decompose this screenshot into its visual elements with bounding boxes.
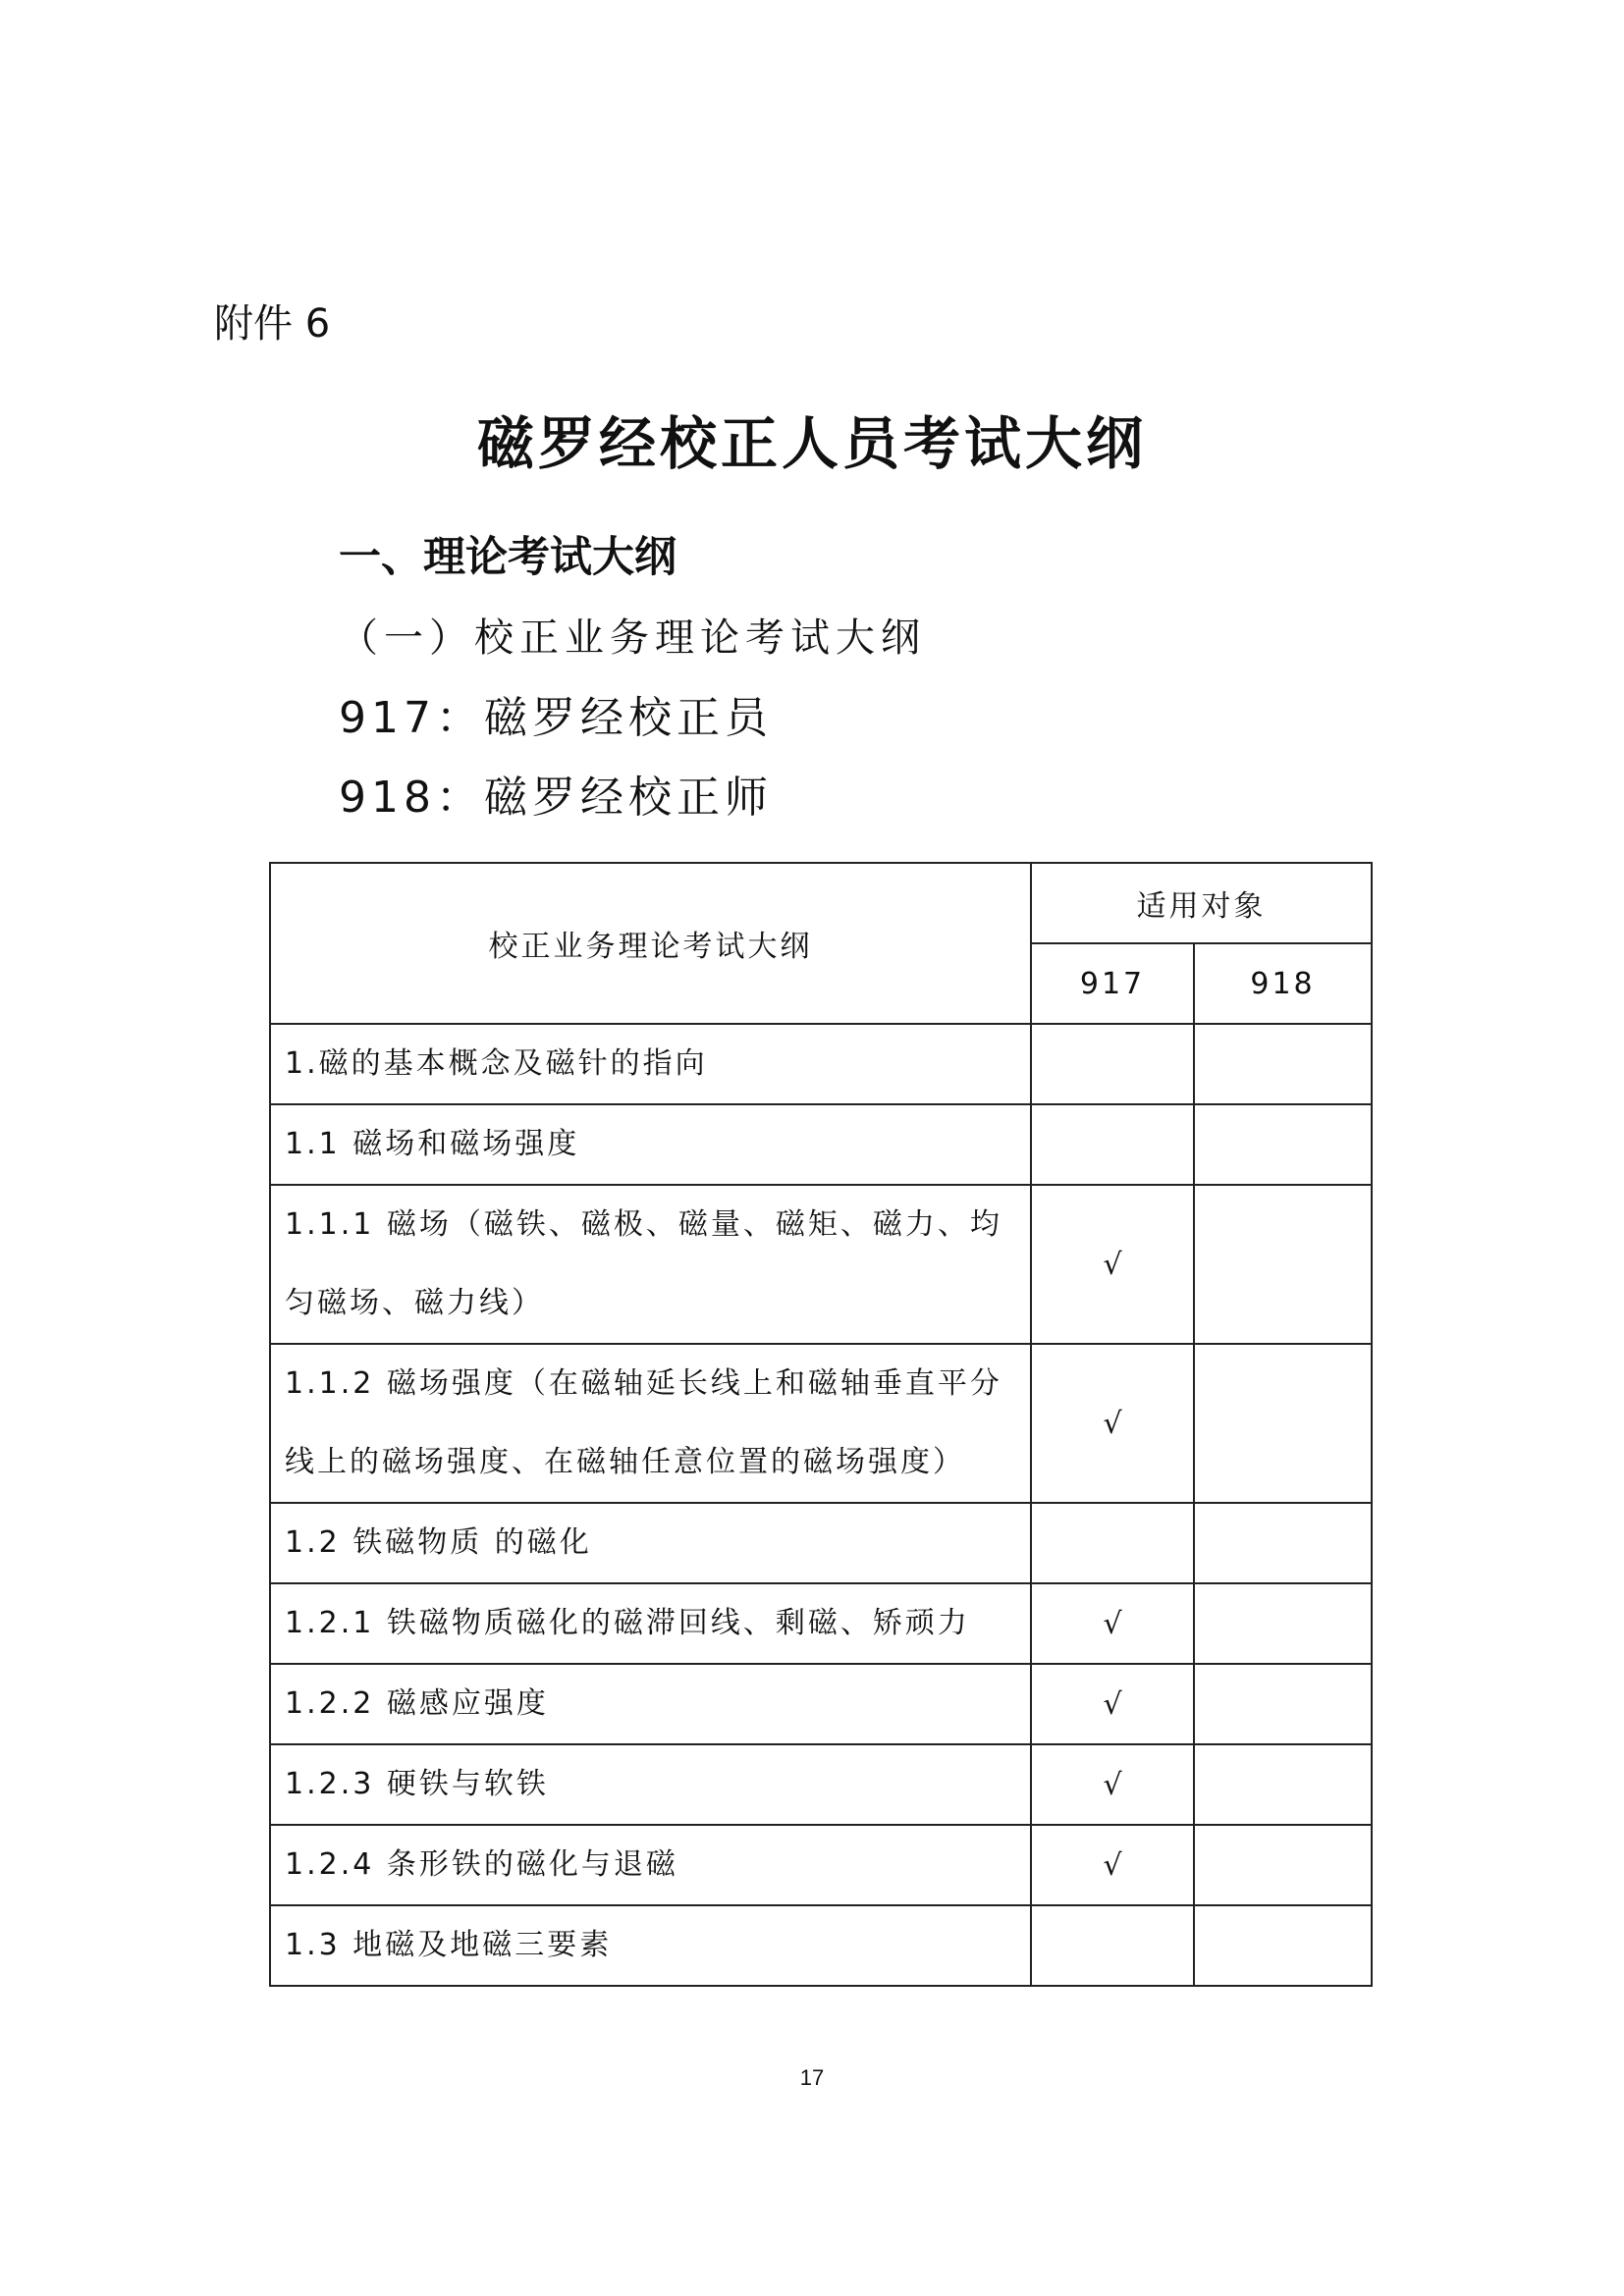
table-row bbox=[270, 1905, 1372, 1986]
table-row bbox=[270, 1024, 1372, 1104]
row-mark-917 bbox=[1031, 1503, 1194, 1583]
row-item-text: 1.3 地磁及地磁三要素 bbox=[270, 1905, 1031, 1986]
page-number: 17 bbox=[799, 2065, 825, 2090]
table-row bbox=[270, 1344, 1372, 1503]
table-row bbox=[270, 1503, 1372, 1583]
table-row bbox=[270, 1104, 1372, 1185]
row-mark-918 bbox=[1194, 1744, 1372, 1825]
section-heading: 一、理论考试大纲 bbox=[339, 533, 677, 582]
row-item-text: 1.1 磁场和磁场强度 bbox=[270, 1104, 1031, 1185]
row-item-text: 1.2.1 铁磁物质磁化的磁滞回线、剩磁、矫顽力 bbox=[270, 1583, 1031, 1664]
row-item-text: 1.磁的基本概念及磁针的指向 bbox=[270, 1024, 1031, 1104]
row-mark-918 bbox=[1194, 1825, 1372, 1905]
row-mark-918 bbox=[1194, 1905, 1372, 1986]
row-mark-918 bbox=[1194, 1185, 1372, 1344]
row-mark-918 bbox=[1194, 1503, 1372, 1583]
row-mark-917 bbox=[1031, 1024, 1194, 1104]
row-mark-918 bbox=[1194, 1583, 1372, 1664]
table-row bbox=[270, 1664, 1372, 1744]
code-917-line: 917：磁罗经校正员 bbox=[339, 693, 773, 743]
syllabus-table bbox=[269, 862, 1373, 1987]
row-mark-917: √ bbox=[1031, 1825, 1194, 1905]
table-row bbox=[270, 1583, 1372, 1664]
subsection-heading: （一）校正业务理论考试大纲 bbox=[339, 615, 926, 661]
row-item-text: 1.2.2 磁感应强度 bbox=[270, 1664, 1031, 1744]
row-item-text: 1.1.1 磁场（磁铁、磁极、磁量、磁矩、磁力、均匀磁场、磁力线） bbox=[270, 1185, 1031, 1344]
row-mark-917: √ bbox=[1031, 1344, 1194, 1503]
row-mark-917: √ bbox=[1031, 1744, 1194, 1825]
attachment-label: 附件 6 bbox=[214, 301, 331, 347]
header-col-918: 918 bbox=[1194, 943, 1372, 1024]
row-mark-917 bbox=[1031, 1905, 1194, 1986]
document-title: 磁罗经校正人员考试大纲 bbox=[476, 410, 1147, 477]
row-mark-917: √ bbox=[1031, 1583, 1194, 1664]
row-mark-917: √ bbox=[1031, 1185, 1194, 1344]
table-row bbox=[270, 1825, 1372, 1905]
row-mark-918 bbox=[1194, 1344, 1372, 1503]
row-item-text: 1.2.3 硬铁与软铁 bbox=[270, 1744, 1031, 1825]
row-mark-918 bbox=[1194, 1024, 1372, 1104]
row-item-text: 1.2.4 条形铁的磁化与退磁 bbox=[270, 1825, 1031, 1905]
table-row bbox=[270, 1185, 1372, 1344]
table-header-row bbox=[270, 863, 1372, 943]
header-col-917: 917 bbox=[1031, 943, 1194, 1024]
row-item-text: 1.1.2 磁场强度（在磁轴延长线上和磁轴垂直平分线上的磁场强度、在磁轴任意位置的磁场强度） bbox=[270, 1344, 1031, 1503]
row-mark-918 bbox=[1194, 1664, 1372, 1744]
code-918-line: 918：磁罗经校正师 bbox=[339, 773, 773, 823]
header-content-cell: 校正业务理论考试大纲 bbox=[270, 863, 1031, 1024]
row-mark-917 bbox=[1031, 1104, 1194, 1185]
row-mark-917: √ bbox=[1031, 1664, 1194, 1744]
table-row bbox=[270, 1744, 1372, 1825]
row-mark-918 bbox=[1194, 1104, 1372, 1185]
header-applicable-group: 适用对象 bbox=[1031, 863, 1372, 943]
row-item-text: 1.2 铁磁物质 的磁化 bbox=[270, 1503, 1031, 1583]
